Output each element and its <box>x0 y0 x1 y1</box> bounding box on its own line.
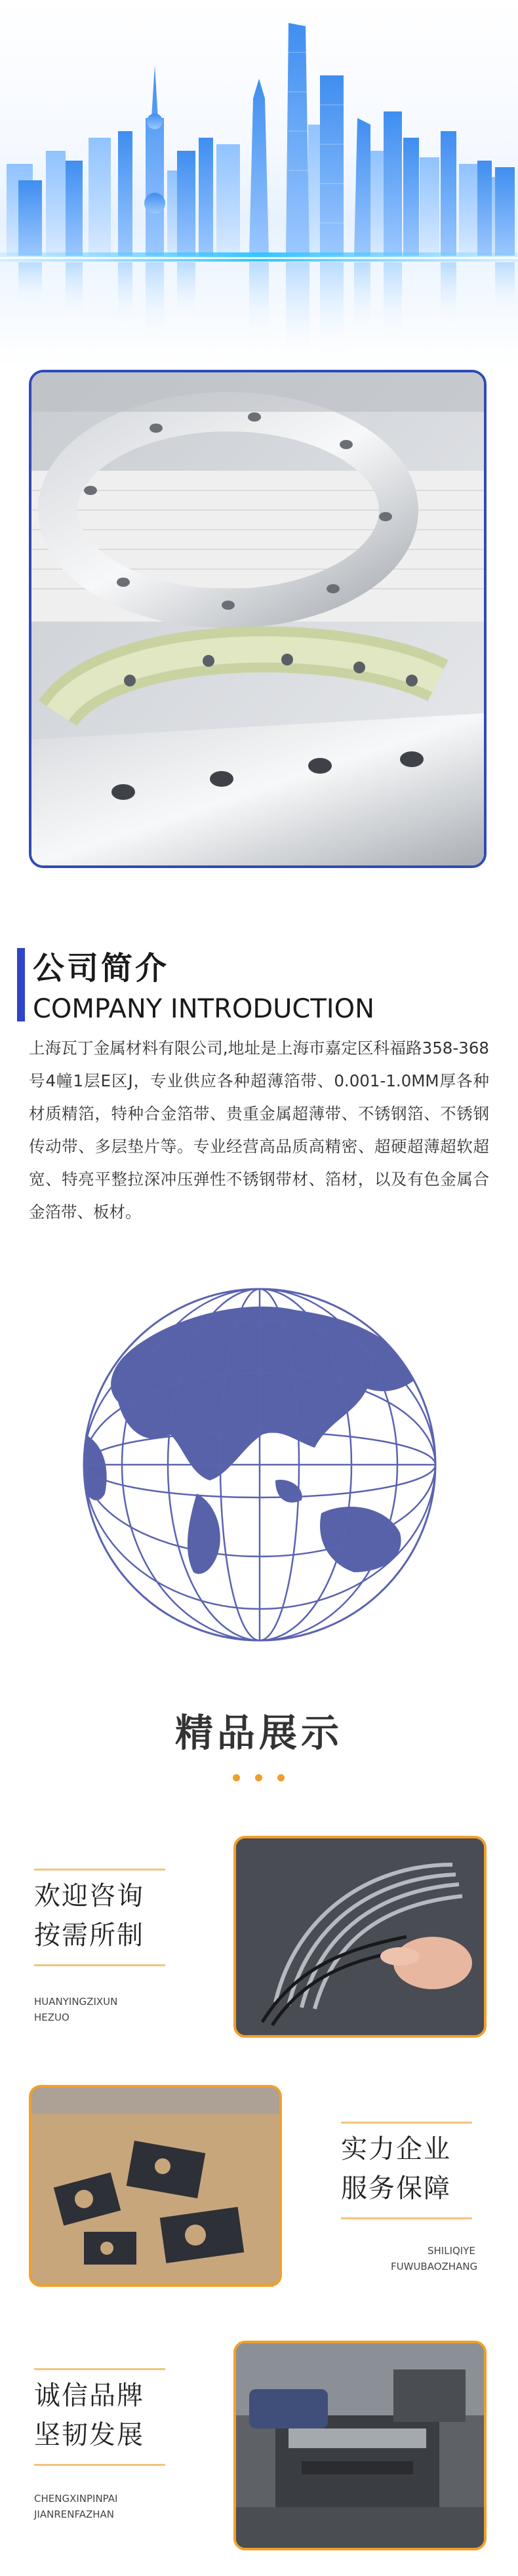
divider-bottom <box>34 1964 165 1966</box>
dot-icon <box>277 1774 285 1781</box>
section-title-cn: 公司简介 <box>33 950 170 987</box>
dot-icon <box>255 1774 262 1781</box>
dot-icon <box>233 1774 240 1781</box>
showcase-item-pinyin-1: SHILIQIYE <box>428 2245 475 2257</box>
city-skyline-illustration <box>0 0 518 367</box>
showcase-item-title-2: 按需所制 <box>34 1920 144 1951</box>
showcase-item-title-1: 实力企业 <box>341 2134 451 2164</box>
showcase-item-pinyin-2: FUWUBAOZHANG <box>391 2261 478 2272</box>
divider-bottom <box>341 2217 472 2219</box>
divider-top <box>341 2122 472 2124</box>
showcase-item-pinyin-2: HEZUO <box>34 2011 70 2023</box>
flange-photo-illustration <box>31 372 484 865</box>
section-accent-bar <box>17 948 25 1021</box>
divider-top <box>34 2368 165 2370</box>
divider-bottom <box>34 2464 165 2466</box>
showcase-image-punched-parts <box>29 2085 282 2287</box>
product-photo-flanges <box>29 370 487 868</box>
showcase-item-title-2: 坚韧发展 <box>34 2420 144 2450</box>
city-skyline-banner <box>0 0 518 367</box>
decorative-dots <box>233 1774 285 1782</box>
showcase-title: 精品展示 <box>174 1711 343 1755</box>
divider-top <box>34 1869 165 1871</box>
showcase-item-pinyin-1: HUANYINGZIXUN <box>34 1996 118 2008</box>
showcase-item-title-1: 诚信品牌 <box>34 2381 144 2411</box>
showcase-item-title-1: 欢迎咨询 <box>34 1881 144 1911</box>
showcase-item-pinyin-1: CHENGXINPINPAI <box>34 2493 118 2505</box>
showcase-image-steel-strips <box>233 1836 487 2038</box>
globe-illustration <box>79 1284 441 1651</box>
showcase-item-pinyin-2: JIANRENFAZHAN <box>34 2508 114 2520</box>
company-description: 上海瓦丁金属材料有限公司,地址是上海市嘉定区科福路358-368号4幢1层E区J，专业供应各种超薄箔带、0.001-1.0MM厚各种材质精箔，特种合金箔带、贵重金属超薄带、不锈钢箔、不锈钢传动带、多层垫片等。专业经营高品质高精密、超硬超薄超软超宽、特亮平整拉深冲压弹性不锈钢带材、箔材，以及有色金属合金箔带、板材。 <box>29 1039 489 1221</box>
section-title-en: COMPANY INTRODUCTION <box>33 994 374 1024</box>
showcase-item-title-2: 服务保障 <box>341 2173 451 2204</box>
showcase-image-machine <box>233 2341 487 2550</box>
